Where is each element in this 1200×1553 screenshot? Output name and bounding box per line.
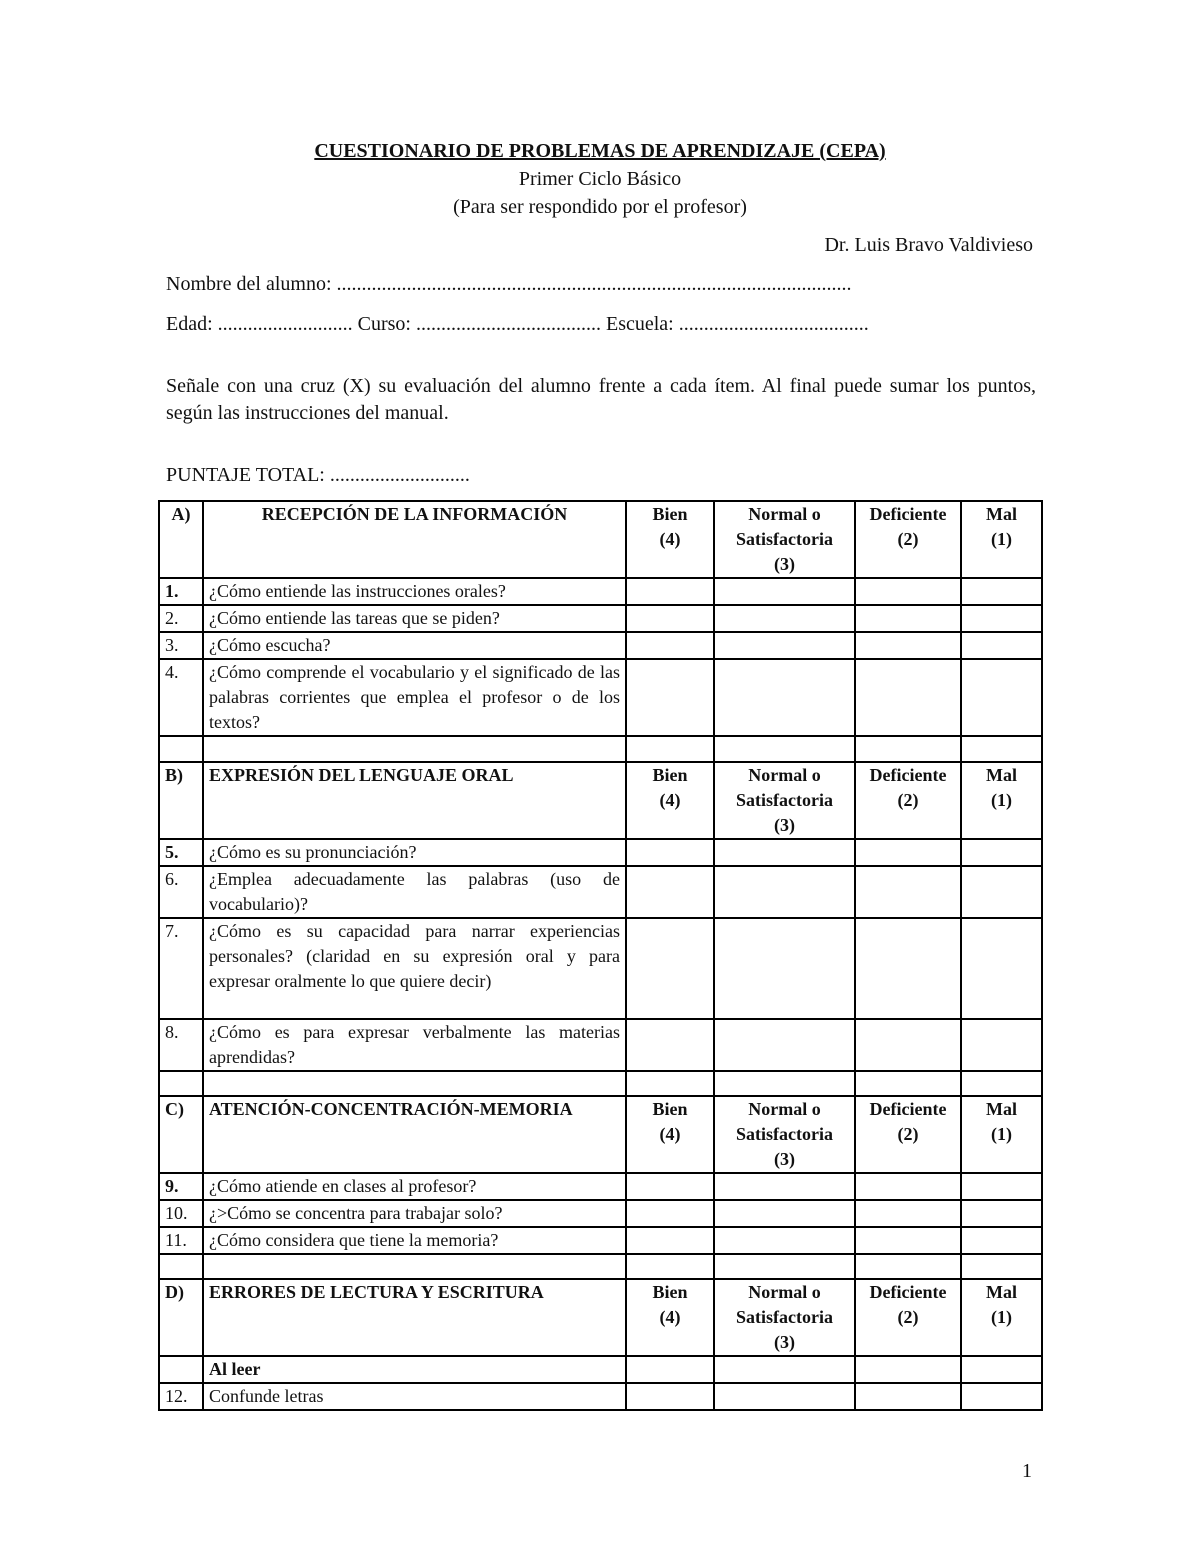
cell-bien[interactable] [626,632,714,659]
col-deficiente: Deficiente (2) [855,501,961,578]
cell-mal[interactable] [961,1019,1042,1071]
section-title: ATENCIÓN-CONCENTRACIÓN-MEMORIA [203,1096,626,1173]
cell-normal[interactable] [714,1227,855,1254]
table-row [159,1227,1042,1254]
item-question: ¿Cómo comprende el vocabulario y el significado de las palabras corrientes que emplea el profesor o de los textos? [203,659,626,736]
cell-mal[interactable] [961,632,1042,659]
subheading-al-leer: Al leer [203,1356,626,1383]
col-bien: Bien (4) [626,501,714,578]
section-header-a [159,501,1042,578]
item-number: 3. [159,632,203,659]
cell-deficiente[interactable] [855,632,961,659]
item-number: 12. [159,1383,203,1410]
item-question: ¿Cómo es su pronunciación? [203,839,626,866]
section-title: EXPRESIÓN DEL LENGUAJE ORAL [203,762,626,839]
col-bien: Bien (4) [626,1279,714,1356]
cell-normal[interactable] [714,1200,855,1227]
cell-deficiente[interactable] [855,1019,961,1071]
age-course-school-field[interactable]: Edad: ........................... Curso: ..................................... Escuela: ...................................... [166,313,869,335]
cell-normal[interactable] [714,605,855,632]
cell-mal[interactable] [961,605,1042,632]
cell-normal[interactable] [714,578,855,605]
table-row [159,659,1042,736]
table-row [159,1200,1042,1227]
cell-normal[interactable] [714,1383,855,1410]
cell-normal[interactable] [714,839,855,866]
cell-normal[interactable] [714,1019,855,1071]
cell-mal[interactable] [961,1383,1042,1410]
table-row [159,578,1042,605]
page-title: CUESTIONARIO DE PROBLEMAS DE APRENDIZAJE (CEPA) [314,140,886,162]
cell-mal[interactable] [961,839,1042,866]
col-normal: Normal o Satisfactoria (3) [714,762,855,839]
item-question: ¿Cómo atiende en clases al profesor? [203,1173,626,1200]
cell-mal[interactable] [961,1200,1042,1227]
author: Dr. Luis Bravo Valdivieso [824,234,1033,256]
item-question: ¿Cómo considera que tiene la memoria? [203,1227,626,1254]
cell-deficiente[interactable] [855,866,961,918]
col-normal: Normal o Satisfactoria (3) [714,501,855,578]
table-row [159,605,1042,632]
col-normal: Normal o Satisfactoria (3) [714,1279,855,1356]
section-label: B) [159,762,203,839]
cell-normal[interactable] [714,632,855,659]
cell-normal[interactable] [714,1173,855,1200]
cell-deficiente[interactable] [855,839,961,866]
section-label: C) [159,1096,203,1173]
total-score-field[interactable]: PUNTAJE TOTAL: ............................ [166,464,470,486]
col-deficiente: Deficiente (2) [855,1279,961,1356]
cell-bien[interactable] [626,1383,714,1410]
section-header-d [159,1279,1042,1356]
table-row [159,1019,1042,1071]
cell-bien[interactable] [626,839,714,866]
col-normal: Normal o Satisfactoria (3) [714,1096,855,1173]
section-label: D) [159,1279,203,1356]
col-deficiente: Deficiente (2) [855,762,961,839]
item-question: ¿Cómo entiende las instrucciones orales? [203,578,626,605]
item-question: ¿Cómo escucha? [203,632,626,659]
item-number: 4. [159,659,203,736]
table-row [159,1383,1042,1410]
item-question: ¿>Cómo se concentra para trabajar solo? [203,1200,626,1227]
cell-mal[interactable] [961,918,1042,1019]
cell-mal[interactable] [961,659,1042,736]
cell-deficiente[interactable] [855,605,961,632]
item-question: ¿Emplea adecuadamente las palabras (uso de vocabulario)? [203,866,626,918]
evaluation-table [158,500,1043,1411]
item-number: 9. [159,1173,203,1200]
item-question: ¿Cómo es para expresar verbalmente las materias aprendidas? [203,1019,626,1071]
item-number: 2. [159,605,203,632]
col-deficiente: Deficiente (2) [855,1096,961,1173]
item-question: Confunde letras [203,1383,626,1410]
item-number: 10. [159,1200,203,1227]
cell-mal[interactable] [961,866,1042,918]
cell-mal[interactable] [961,1173,1042,1200]
page-number: 1 [1022,1460,1032,1482]
item-question: ¿Cómo es su capacidad para narrar experiencias personales? (claridad en su expresión oral y para expresar oralmente lo que quiere decir) [203,918,626,1019]
section-header-c [159,1096,1042,1173]
col-mal: Mal (1) [961,762,1042,839]
col-mal: Mal (1) [961,1279,1042,1356]
section-label: A) [159,501,203,578]
cell-bien[interactable] [626,1227,714,1254]
col-bien: Bien (4) [626,1096,714,1173]
cell-normal[interactable] [714,918,855,1019]
spacer-row [159,1071,1042,1096]
section-title: ERRORES DE LECTURA Y ESCRITURA [203,1279,626,1356]
col-mal: Mal (1) [961,501,1042,578]
cell-deficiente[interactable] [855,1383,961,1410]
cell-bien[interactable] [626,1019,714,1071]
page-subtitle: Primer Ciclo Básico [518,168,682,190]
page-note: (Para ser respondido por el profesor) [453,196,747,218]
spacer-row [159,1254,1042,1279]
cell-normal[interactable] [714,866,855,918]
instructions: Señale con una cruz (X) su evaluación del alumno frente a cada ítem. Al final puede sumar los puntos, según las instrucciones del manual. [166,375,1036,424]
col-bien: Bien (4) [626,762,714,839]
cell-deficiente[interactable] [855,1200,961,1227]
table-row [159,839,1042,866]
item-number: 8. [159,1019,203,1071]
cell-bien[interactable] [626,866,714,918]
item-number: 1. [159,578,203,605]
table-row [159,1173,1042,1200]
table-row [159,632,1042,659]
cell-bien[interactable] [626,659,714,736]
cell-deficiente[interactable] [855,1173,961,1200]
cell-normal[interactable] [714,659,855,736]
item-number: 11. [159,1227,203,1254]
table-row [159,918,1042,1019]
item-number: 5. [159,839,203,866]
cell-deficiente[interactable] [855,1227,961,1254]
cell-deficiente[interactable] [855,918,961,1019]
cell-deficiente[interactable] [855,659,961,736]
spacer-row [159,736,1042,762]
section-title: RECEPCIÓN DE LA INFORMACIÓN [203,501,626,578]
cell-bien[interactable] [626,578,714,605]
table-row [159,866,1042,918]
cell-mal[interactable] [961,1227,1042,1254]
cell-mal[interactable] [961,578,1042,605]
item-number: 6. [159,866,203,918]
student-name-field[interactable]: Nombre del alumno: ....................................................................................................... [166,273,852,295]
item-number: 7. [159,918,203,1019]
subheading-row [159,1356,1042,1383]
cell-bien[interactable] [626,1200,714,1227]
item-question: ¿Cómo entiende las tareas que se piden? [203,605,626,632]
section-header-b [159,762,1042,839]
cell-bien[interactable] [626,918,714,1019]
cell-bien[interactable] [626,605,714,632]
cell-deficiente[interactable] [855,578,961,605]
col-mal: Mal (1) [961,1096,1042,1173]
cell-bien[interactable] [626,1173,714,1200]
